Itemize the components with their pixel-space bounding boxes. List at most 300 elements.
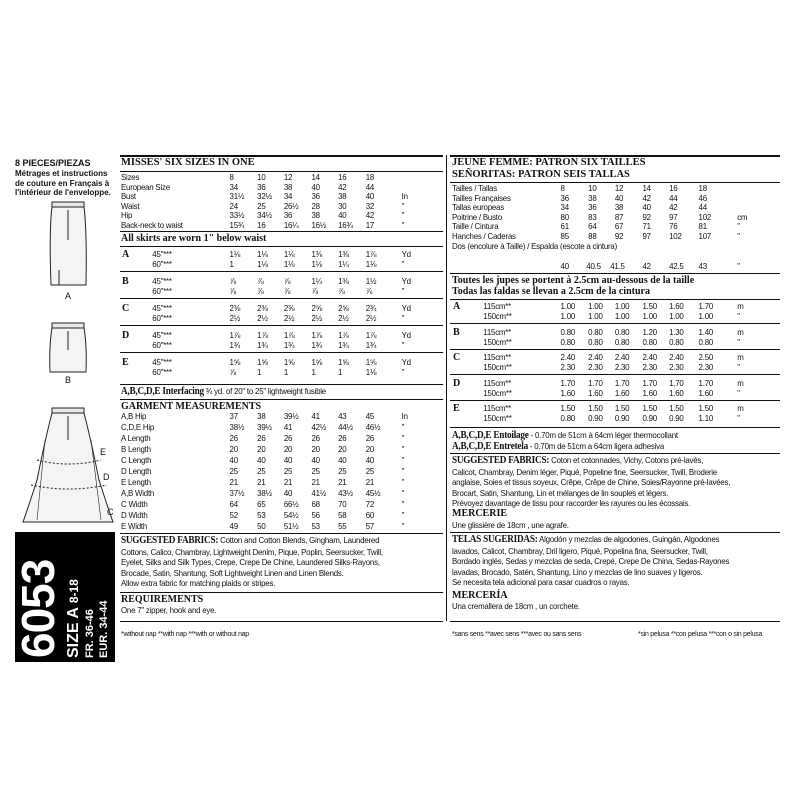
table-cell: 1½ [365,276,377,286]
table-cell: 64 [229,499,238,509]
table-cell: 25 [257,466,266,476]
table-cell: 36 [257,181,266,192]
table-cell: 1.60 [669,301,684,311]
table-cell: 41 [283,422,293,432]
table-cell: 38 [257,411,266,421]
table-cell: 1.50 [698,403,714,413]
table-cell: 8 [560,183,565,193]
row-label: Taille / Cintura [452,221,499,231]
table-cell: 15¾ [229,219,245,230]
table-cell: 1⅞ [311,330,322,340]
table-cell: 1.60 [614,387,630,398]
telas-line: Se necesita tela adicional para casar cuadros o rayas. [452,577,630,587]
telas-line: Algodón y mezclas de algodones, Guingán, Algodones [537,534,720,544]
fr-entoilage-text: - 0.70m de 51cm à 64cm léger thermocollant [528,430,678,440]
row-label: 115cm** [483,377,511,388]
table-cell: 43½ [338,488,353,498]
fr-skirts-rule [450,273,780,274]
en-fabrics-rule [120,533,443,534]
table-cell: 1.70 [642,377,657,388]
table-cell: 68 [311,499,320,509]
table-cell: 1⅞ [283,330,295,340]
row-label: 60"*** [152,259,172,269]
table-cell: 43 [698,261,707,271]
row-label: Hip [121,210,133,220]
view-letter: B [453,326,460,338]
table-cell: 16 [257,219,266,230]
table-cell: 38 [283,181,293,192]
fr-merceria-title: MERCERÍA [452,590,508,601]
table-cell: 1.70 [560,377,576,388]
fr-title-1: JEUNE FEMME: PATRON SIX TAILLES [452,157,646,168]
table-cell: 16½ [311,219,327,230]
view-letter: D [122,330,130,341]
table-cell: 1 [311,367,316,377]
yardage-divider [120,298,443,299]
table-cell: 38 [338,191,347,201]
size-range: 8-18 [67,579,81,604]
fabrics-line: Allow extra fabric for matching plaids or stripes. [121,578,276,588]
en-fabrics-bold: SUGGESTED FABRICS: [121,535,219,546]
table-cell: 1.50 [669,403,684,413]
table-cell: In [401,191,408,201]
table-cell: 1.60 [588,387,603,398]
table-cell: 2⅜ [257,303,268,313]
table-cell: 2½ [311,313,322,323]
fr-backneck-label: Dos (encolure à Taille) / Espalda (escote a cintura) [452,241,617,251]
table-cell: 92 [614,230,624,241]
en-req-text: One 7" zipper, hook and eye. [121,605,217,615]
table-cell: 53 [257,510,266,520]
en-title-rule [120,171,443,172]
table-cell: 1⅝ [283,357,295,367]
row-label: 150cm** [483,387,512,398]
table-cell: 1.60 [642,387,657,398]
row-label: B Length [121,444,151,454]
pattern-number-rotated [12,532,115,662]
table-cell: 64 [588,221,597,231]
table-cell: ⅞ [338,286,345,296]
table-cell: 38½ [257,488,272,498]
table-cell: 1⅛ [283,259,295,269]
table-cell: 1⅝ [257,357,268,367]
table-cell: 41 [311,411,320,421]
fr-entoilage-rule [450,427,780,428]
table-cell: 40 [614,192,624,203]
en-title: MISSES' SIX SIZES IN ONE [121,157,255,168]
table-cell: 1.50 [588,403,603,413]
fr-yardage-rule [450,299,780,300]
table-cell: 25 [283,466,293,476]
table-cell: 2.30 [669,362,684,372]
table-cell: 20 [229,444,238,454]
table-cell: " [401,340,405,350]
table-cell: 1.40 [698,326,714,337]
table-cell: 0.90 [614,413,630,423]
table-cell: 38½ [229,422,245,432]
table-cell: 46½ [365,422,381,432]
fr-bottom-rule [450,621,780,622]
table-cell: 40 [229,455,238,465]
table-cell: 30 [338,200,347,211]
table-cell: " [737,362,740,372]
table-cell: 26½ [283,200,299,211]
table-cell: 0.90 [642,413,657,423]
table-cell: " [401,313,405,323]
table-cell: 26 [229,433,238,443]
row-label: Tallas europeas [452,202,504,212]
fr-merceria-text: Una cremallera de 18cm , un corchete. [452,601,580,611]
table-cell: 1.00 [560,311,576,321]
fr-sizes: FR. 36-46 [84,609,96,658]
table-cell: 1⅛ [229,249,241,259]
fr-entretela-bold: A,B,C,D,E Entretela [452,441,528,452]
table-cell: 1⅛ [257,249,268,259]
table-cell: 1⅞ [365,330,377,340]
row-label: Tailles Françaises [452,192,511,203]
table-cell: 40 [311,455,320,465]
table-cell: 1.70 [588,377,603,388]
row-label: A Length [121,433,151,443]
en-interfacing-text: ¾ yd. of 20" to 25" lightweight fusible [203,386,326,396]
table-cell: 12 [283,172,293,182]
table-cell: ⅞ [283,276,291,286]
table-cell: 1.30 [669,326,684,337]
table-cell: 102 [698,211,712,222]
table-cell: 24 [229,200,238,211]
fabrics-line: Brocart, Satin, Shantung, Lin et mélanges de lin souples et légers. [452,487,669,498]
table-cell: 1 [257,367,262,377]
row-label: 150cm** [483,413,512,423]
table-cell: 55 [338,521,347,531]
table-cell: 67 [614,221,624,231]
table-cell: 40 [338,210,347,220]
table-cell: 40 [365,191,375,201]
table-cell: 1⅝ [365,357,377,367]
table-cell: 40 [283,455,293,465]
table-cell: 0.80 [560,413,576,423]
fr-entoilage [452,430,678,441]
fr-footnote-2: *sin pelusa **con pelusa ***con o sin pelusa [638,629,763,638]
table-cell: 1.60 [669,387,684,398]
row-label: E Width [121,521,148,531]
table-cell: In [401,411,408,421]
row-label: D Length [121,466,152,476]
instr-line: Métrages et instructions [15,169,108,178]
table-cell: 12 [614,183,624,193]
fr-fabrics-rule [450,453,780,454]
table-cell: 25 [338,466,347,476]
table-cell: 1.00 [588,301,603,311]
table-cell: 40 [257,455,266,465]
table-cell: 0.80 [642,336,657,347]
table-cell: 25 [229,466,238,476]
fr-fabrics [452,455,730,509]
table-cell: 1.00 [614,311,630,321]
table-cell: 65 [257,499,266,509]
view-letter: A [122,249,130,260]
fr-skirts-1: Toutes les jupes se portent à 2.5cm au-dessous de la taille [452,275,695,286]
row-label: 45"*** [152,249,172,259]
table-cell: 40 [365,455,375,465]
pattern-number: 6053 [12,559,64,658]
table-cell: 2.40 [588,352,603,362]
table-cell: 1.00 [560,301,576,311]
fabrics-line: Coton et cotonnades, Vichy, Cotons pré-lavés, [549,455,704,465]
table-cell: 36 [311,191,320,201]
table-cell: 2.40 [614,352,630,362]
table-cell: 39½ [257,422,272,432]
table-cell: 80 [560,211,569,222]
table-cell: 56 [311,510,320,520]
table-cell: 25 [257,200,266,211]
table-cell: 50 [257,521,266,531]
table-cell: 21 [338,477,347,487]
view-label-e: E [100,447,107,457]
yardage-divider [450,349,780,350]
table-cell: 0.80 [588,326,603,337]
table-cell: 2½ [283,313,295,323]
row-label: 45"*** [152,303,172,313]
table-cell: 57 [365,521,375,531]
table-cell: 2.30 [614,362,630,372]
table-cell: 20 [283,444,293,454]
table-cell: 1⅛ [365,367,377,377]
yardage-divider [120,352,443,353]
table-cell: " [401,210,405,220]
table-cell: 1.70 [669,377,684,388]
fr-entretela [452,441,664,452]
table-cell: 21 [311,477,320,487]
table-cell: 44 [698,202,707,212]
pattern-number-bar [12,532,115,662]
row-label: 60"*** [152,313,172,323]
table-cell: 20 [338,444,347,454]
view-letter: E [453,403,460,414]
table-cell: 61 [560,221,569,231]
table-cell: 2.50 [698,352,714,362]
en-footnote: *without nap **with nap ***with or without nap [121,629,249,638]
row-label: European Size [121,181,170,192]
table-cell: 34 [560,202,569,212]
table-cell: m [737,326,744,337]
table-cell: Yd [401,276,411,286]
en-bottom-rule [120,621,443,622]
table-cell: 25 [311,466,320,476]
table-cell: 26 [365,433,375,443]
table-cell: 51½ [283,521,299,531]
en-skirts-rule [120,246,443,247]
table-cell: 2.40 [560,352,576,362]
skirt-view-b-drawing [50,323,87,372]
table-cell: 1⅞ [257,330,268,340]
fabrics-line: anglaise, Soies et tissus soyeux, Crêpe, Crêpe de Chine, Soies/Rayonne pré-lavées, [452,477,731,487]
table-cell: 2½ [257,313,268,323]
table-cell: 1.70 [698,301,714,311]
row-label: 60"*** [152,286,172,296]
view-letter: C [453,352,461,363]
table-cell: 40 [560,261,569,271]
row-label: Tailles / Tallas [452,183,497,193]
table-cell: 26 [311,433,320,443]
table-cell: " [401,466,405,476]
fabrics-line: Cotton and Cotton Blends, Gingham, Laundered [218,535,380,545]
telas-line: lavados, Calicot, Chambray, Dril ligero, Piqué, Popelina fina, Seersucker, Twill, [452,545,708,556]
row-label: D Width [121,510,148,520]
table-cell: 1.70 [698,377,714,388]
table-cell: cm [737,211,748,222]
table-cell: 1 [338,367,343,377]
table-cell: 36 [560,192,569,203]
table-cell: 1.00 [588,311,603,321]
table-cell: " [401,367,405,377]
table-cell: 31½ [229,191,245,201]
table-cell: ⅞ [257,286,264,296]
table-cell: 1⅛ [257,259,268,269]
table-cell: 42 [338,181,347,192]
table-cell: 1 [229,259,234,269]
table-cell: 81 [698,221,707,231]
fr-fabrics-bold: SUGGESTED FABRICS: [452,455,550,466]
row-label: Poitrine / Busto [452,211,502,222]
view-letter: E [122,357,129,368]
en-skirts-note: All skirts are worn 1" below waist [121,233,267,244]
table-cell: 0.80 [614,336,630,347]
table-cell: 26 [338,433,347,443]
row-label: 115cm** [483,352,511,362]
table-cell: " [737,387,740,398]
skirt-view-a-drawing [50,202,86,285]
row-label: Hanches / Caderas [452,230,516,241]
row-label: E Length [121,477,151,487]
table-cell: 1.00 [698,311,714,321]
table-cell: 42 [365,210,375,220]
size-label: SIZE A [65,607,82,658]
table-cell: 42 [642,192,651,203]
table-cell: 54½ [283,510,299,520]
table-cell: 1⅛ [311,259,322,269]
table-cell: Yd [401,303,411,313]
table-cell: 20 [365,444,375,454]
table-cell: 0.80 [669,336,684,347]
table-cell: 43 [338,411,347,421]
column-divider [446,155,447,621]
table-cell: " [401,200,405,211]
table-cell: " [401,444,405,454]
en-req-rule [120,592,443,593]
table-cell: 42 [669,202,678,212]
table-cell: 14 [642,183,651,193]
table-cell: 37 [229,411,238,421]
table-cell: 33½ [229,210,245,220]
en-interfacing [121,386,326,397]
en-garment-title: GARMENT MEASUREMENTS [121,401,262,412]
table-cell: 1¾ [338,340,349,350]
table-cell: ⅞ [229,276,236,286]
fr-title-2: SEÑORITAS: PATRON SEIS TALLAS [452,169,630,180]
eur-sizes: EUR. 34-44 [98,600,110,658]
table-cell: 40 [338,455,347,465]
table-cell: " [401,499,405,509]
table-cell: 1.00 [614,301,630,311]
table-cell: 2⅝ [338,303,349,313]
table-cell: " [737,261,740,271]
table-cell: 58 [338,510,347,520]
pieces-label [15,158,91,168]
table-cell: 53 [311,521,320,531]
table-cell: 2½ [338,313,349,323]
instr-line: de couture en Français à [15,178,110,188]
table-cell: ⅞ [229,286,236,296]
table-cell: 28 [311,200,320,211]
table-cell: 1¾ [365,340,377,350]
table-cell: 16 [338,172,347,182]
instr-line: l'intérieur de l'enveloppe. [15,188,111,197]
table-cell: 0.90 [588,413,603,423]
table-cell: 1¾ [257,340,268,350]
table-cell: " [737,221,740,231]
en-garment-rule [120,399,443,400]
row-label: A,B Hip [121,411,147,421]
row-label: C Length [121,455,152,465]
table-cell: 2½ [365,313,377,323]
table-cell: 1¼ [338,259,349,269]
table-cell: 21 [283,477,293,487]
table-cell: " [737,413,740,423]
table-cell: 1¼ [311,276,322,286]
table-cell: 0.80 [698,336,714,347]
table-cell: 1.50 [560,403,576,413]
table-cell: 1.60 [698,387,714,398]
table-cell: 32 [365,200,375,211]
table-cell: Yd [401,330,411,340]
table-cell: 1.50 [642,301,657,311]
fr-footnote-1: *sans sens **avec sens ***avec ou sans sens [452,629,582,638]
row-label: Back-neck to waist [121,219,183,230]
row-label: 115cm** [483,326,511,337]
table-cell: 40 [283,488,293,498]
table-cell: 44 [365,181,375,192]
view-letter: B [122,276,129,287]
table-cell: 18 [365,172,375,182]
row-label: 45"*** [152,357,172,367]
row-label: 150cm** [483,362,512,372]
size-line [65,579,83,658]
table-cell: m [737,352,744,362]
row-label: 45"*** [152,276,172,286]
table-cell: ⅞ [283,286,291,296]
table-cell: 42 [642,261,651,271]
table-cell: 97 [642,230,651,241]
table-cell: 1⅜ [311,249,322,259]
table-cell: 92 [642,211,651,222]
table-cell: " [401,488,405,498]
table-cell: 1⅞ [338,330,349,340]
table-cell: ⅞ [365,286,373,296]
view-letter: A [453,301,461,312]
view-label-b: B [65,375,72,385]
table-cell: 1.20 [642,326,657,337]
skirt-view-cde-drawing [23,408,113,522]
table-cell: 1⅛ [283,249,295,259]
table-cell: 16¼ [283,219,299,230]
table-cell: 1.50 [642,403,657,413]
table-cell: 44½ [338,422,353,432]
table-cell: " [401,422,405,432]
french-instructions-note [15,169,111,198]
table-cell: 0.80 [588,336,603,347]
fabrics-line: Cottons, Calico, Chambray, Lightweight Denim, Pique, Poplin, Seersucker, Twill, [121,546,383,557]
